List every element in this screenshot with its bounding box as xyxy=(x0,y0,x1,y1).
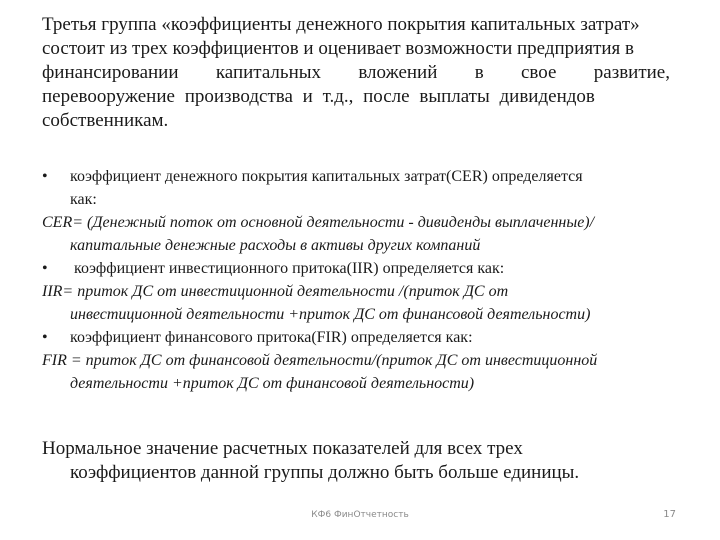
cer-formula-line-1: CER= (Денежный поток от основной деятельности - дивиденды выплаченные)/ xyxy=(42,214,595,231)
intro-line-2: состоит из трех коэффициентов и оценивает возможности предприятия в xyxy=(42,38,635,59)
list-item-iir xyxy=(42,257,682,280)
intro-line-3: финансировании капитальных вложений в свое развитие, xyxy=(42,62,670,83)
fir-formula-line-1: FIR = приток ДС от финансовой деятельности/(приток ДС от инвестиционной xyxy=(42,352,598,369)
fir-formula xyxy=(42,349,682,395)
cer-description: коэффициент денежного покрытия капитальных затрат(CER) определяется xyxy=(70,168,583,185)
cer-formula xyxy=(42,211,682,257)
intro-line-1: Третья группа «коэффициенты денежного покрытия капитальных затрат» xyxy=(42,14,640,35)
iir-formula-line-1: IIR= приток ДС от инвестиционной деятельности /(приток ДС от xyxy=(42,283,509,300)
footer-text: КФ6 ФинОтчетность xyxy=(311,510,409,520)
bullet-icon: • xyxy=(42,260,48,277)
intro-line-4: перевооружение производства и т.д., после выплаты дивидендов xyxy=(42,86,595,107)
normal-value-line-1: Нормальное значение расчетных показателей для всех трех xyxy=(42,438,523,459)
bullet-icon: • xyxy=(42,168,48,185)
bullet-icon: • xyxy=(42,329,48,346)
fir-description: коэффициент финансового притока(FIR) определяется как: xyxy=(70,329,473,346)
iir-formula-line-2: инвестиционной деятельности +приток ДС от финансовой деятельности) xyxy=(70,306,591,323)
normal-value-paragraph xyxy=(42,437,682,485)
fir-formula-line-2: деятельности +приток ДС от финансовой деятельности) xyxy=(70,375,475,392)
list-item-fir xyxy=(42,326,682,349)
coefficient-list xyxy=(42,165,682,395)
iir-formula xyxy=(42,280,682,326)
page-number: 17 xyxy=(663,509,676,520)
cer-description-cont: как: xyxy=(70,191,97,208)
iir-description: коэффициент инвестиционного притока(IIR) определяется как: xyxy=(70,260,505,277)
intro-paragraph xyxy=(42,13,670,133)
list-item-cer xyxy=(42,165,682,211)
normal-value-line-2: коэффициентов данной группы должно быть больше единицы. xyxy=(70,462,580,483)
intro-line-5: собственникам. xyxy=(42,110,169,131)
cer-formula-line-2: капитальные денежные расходы в активы других компаний xyxy=(70,237,481,254)
